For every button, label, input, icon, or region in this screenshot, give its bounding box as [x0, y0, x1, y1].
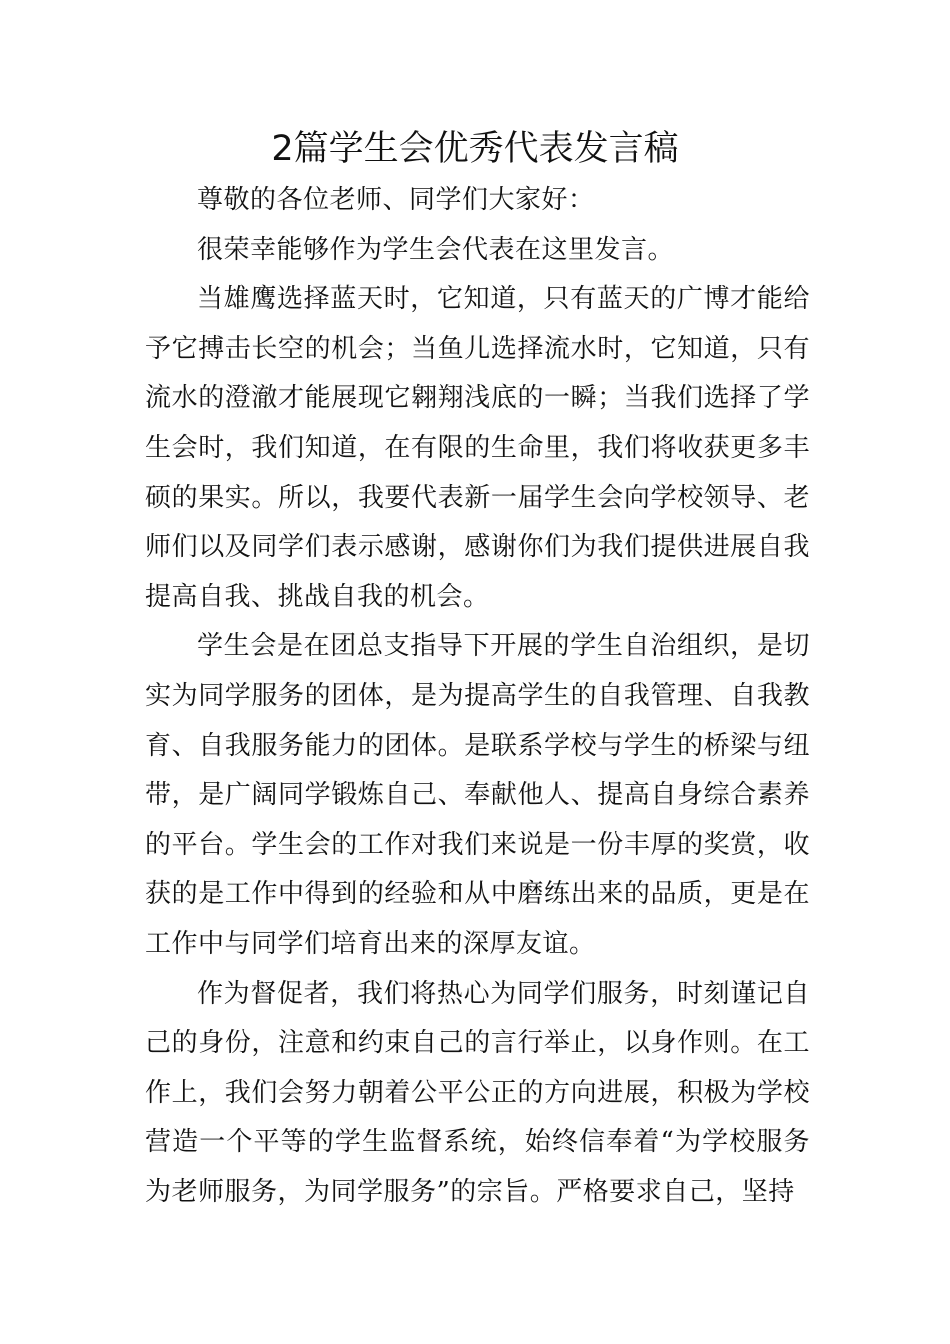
intro-paragraph: 很荣幸能够作为学生会代表在这里发言。	[197, 234, 675, 265]
body-paragraph-3: 作为督促者，我们将热心为同学们服务，时刻谨记自己的身份，注意和约束自己的言行举止，以身作则。在工作上，我们会努力朝着公平公正的方向进展，积极为学校营造一个平等的学生监督系统，始终信奉着“为学校服务为老师服务，为同学服务”的宗旨。严格要求自己，坚持	[145, 978, 810, 1207]
document-title: 2篇学生会优秀代表发言稿	[271, 129, 679, 169]
document-body	[145, 176, 810, 1217]
greeting-paragraph: 尊敬的各位老师、同学们大家好：	[197, 185, 595, 215]
body-paragraph-1: 当雄鹰选择蓝天时，它知道，只有蓝天的广博才能给予它搏击长空的机会；当鱼儿选择流水时，它知道，只有流水的澄澈才能展现它翱翔浅底的一瞬；当我们选择了学生会时，我们知道，在有限的生命里，我们将收获更多丰硕的果实。所以，我要代表新一届学生会向学校领导、老师们以及同学们表示感谢，感谢你们为我们提供进展自我提高自我、挑战自我的机会。	[145, 284, 810, 612]
body-paragraph-2: 学生会是在团总支指导下开展的学生自治组织，是切实为同学服务的团体，是为提高学生的自我管理、自我教育、自我服务能力的团体。是联系学校与学生的桥梁与纽带，是广阔同学锻炼自己、奉献他人、提高自身综合素养的平台。学生会的工作对我们来说是一份丰厚的奖赏，收获的是工作中得到的经验和从中磨练出来的品质，更是在工作中与同学们培育出来的深厚友谊。	[145, 631, 810, 959]
